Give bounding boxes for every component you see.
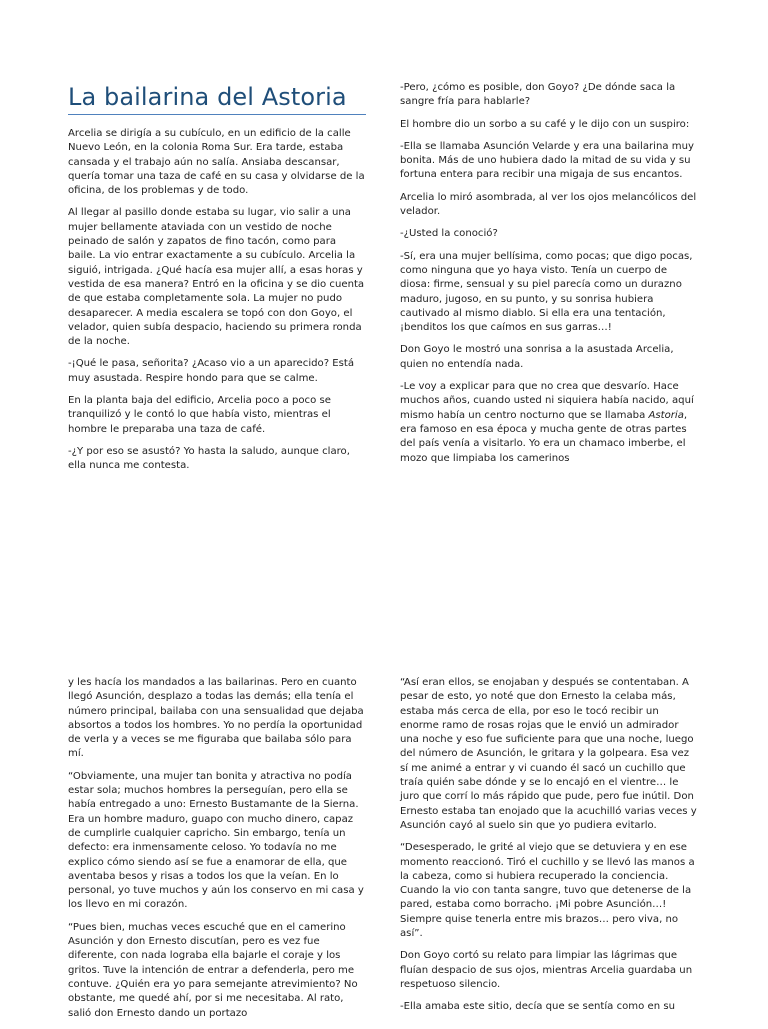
title-block: [68, 82, 366, 115]
paragraph: En la planta baja del edificio, Arcelia poco a poco se tranquilizó y le contó lo que había visto, mientras el hombre le preparaba una taza de café.: [68, 395, 331, 435]
paragraph: -¿Usted la conoció?: [400, 228, 498, 240]
column-top-right: [400, 81, 698, 474]
venue-name-italic: Astoria: [648, 409, 684, 421]
text-run: , era famoso en esa época y mucha gente de otras partes del país venía a visitarlo. Yo era un chamaco imberbe, el mozo que limpiaba los camerinos: [400, 409, 688, 464]
paragraph: El hombre dio un sorbo a su café y le dijo con un suspiro:: [400, 118, 690, 130]
paragraph: -Ella amaba este sitio, decía que se sentía como en su: [400, 1001, 675, 1013]
paragraph: -Pero, ¿cómo es posible, don Goyo? ¿De dónde saca la sangre fría para hablarle?: [400, 82, 676, 108]
paragraph: -Ella se llamaba Asunción Velarde y era una bailarina muy bonita. Más de uno hubiera dado la mitad de su vida y su fortuna entera para recibir una migaja de sus encantos.: [400, 140, 694, 181]
column-bottom-left: [68, 676, 366, 1029]
paragraph: “Así eran ellos, se enojaban y después se contentaban. A pesar de esto, yo noté que don Ernesto la celaba más, estaba más cerca de ella, por eso le tocó recibir un enorme ramo de rosas rojas que le envió un admirador una noche y eso fue suficiente para que una noche, luego del número de Asunción, le gritara y la golpeara. Esa vez sí me animé a entrar y vi cuando él sacó un cuchillo que traía quién sabe dónde y se lo encajó en el vientre… le juro que corrí lo más rápido que pude, pero fue inútil. Don Ernesto estaba tan enojado que la acuchilló varias veces y Asunción cayó al suelo sin que yo pudiera evitarlo.: [400, 677, 697, 831]
paragraph: -¡Qué le pasa, señorita? ¿Acaso vio a un aparecido? Está muy asustada. Respire hondo para que se calme.: [68, 358, 355, 384]
paragraph-astoria: [400, 380, 698, 466]
column-top-left: [68, 82, 366, 482]
paragraph: -Sí, era una mujer bellísima, como pocas; que digo pocas, como ninguna que yo haya visto. Tenía un cuerpo de diosa: firme, sensual y su piel parecía como un durazno maduro, jugoso, en su punto, y su sonrisa hubiera cautivado al mismo diablo. Si ella era una tentación, ¡benditos los que caímos en sus garras…!: [400, 250, 693, 334]
paragraph: Arcelia se dirigía a su cubículo, en un edificio de la calle Nuevo León, en la colonia Roma Sur. Era tarde, estaba cansada y el trabajo aún no salía. Ansiaba descansar, quería tomar una taza de café en su casa y olvidarse de la oficina, de los problemas y de todo.: [68, 128, 365, 197]
paragraph: y les hacía los mandados a las bailarinas. Pero en cuanto llegó Asunción, desplazo a todas las demás; ella tenía el número principal, bailaba con una sensualidad que dejaba absortos a todos los hombres. Yo no perdía la oportunidad de verla y a veces se me figuraba que bailaba sólo para mí.: [68, 677, 364, 760]
paragraph: Al llegar al pasillo donde estaba su lugar, vio salir a una mujer bellamente ataviada con un vestido de noche peinado de salón y zapatos de fino tacón, como para baile. La vio entrar exactamente a su cubículo. Arcelia la siguió, intrigada. ¿Qué hacía esa mujer allí, a esas horas y vestida de esa manera? Entró en la oficina y se dio cuenta de que estaba completamente sola. La mujer no pudo desaparecer. A media escalera se topó con don Goyo, el velador, quien subía despacio, haciendo su primera ronda de la noche.: [68, 207, 365, 348]
page-title: La bailarina del Astoria: [68, 82, 366, 115]
column-bottom-right: [400, 676, 698, 1023]
paragraph: “Desesperado, le grité al viejo que se detuviera y en ese momento reaccionó. Tiró el cuchillo y se llevó las manos a la cabeza, como si hubiera recuperado la conciencia. Cuando la vio con tanta sangre, tuvo que detenerse de la pared, estaba como borracho. ¡Mi pobre Asunción…! Siempre quise tenerla entre mis brazos… pero viva, no así”.: [400, 842, 695, 940]
text-run: -Le voy a explicar para que no crea que desvarío. Hace muchos años, cuando usted ni siquiera había nacido, aquí mismo había un centro nocturno que se llamaba: [400, 381, 694, 421]
paragraph: Don Goyo le mostró una sonrisa a la asustada Arcelia, quien no entendía nada.: [400, 344, 674, 370]
paragraph: Don Goyo cortó su relato para limpiar las lágrimas que fluían despacio de sus ojos, mientras Arcelia guardaba un respetuoso silencio.: [400, 950, 693, 990]
paragraph: “Obviamente, una mujer tan bonita y atractiva no podía estar sola; muchos hombres la perseguían, pero ella se había entregado a uno: Ernesto Bustamante de la Sierna. Era un hombre maduro, guapo con mucho dinero, capaz de cumplirle cualquier capricho. Sin embargo, tenía un defecto: era inmensamente celoso. Yo todavía no me explico cómo siendo así se fue a enamorar de ella, que aventaba besos y risas a todos los que la veían. En lo personal, yo tuve muchos y aún los conservo en mi casa y los llevo en mi corazón.: [68, 770, 364, 911]
paragraph: “Pues bien, muchas veces escuché que en el camerino Asunción y don Ernesto discutían, pero es vez fue diferente, con nada lograba ella bajarle el coraje y los gritos. Tuve la intención de entrar a defenderla, pero me contuve. ¿Quién era yo para semejante atrevimiento? No obstante, me quedé ahí, por si me necesitaba. Al rato, salió don Ernesto dando un portazo: [68, 921, 358, 1019]
paragraph: -¿Y por eso se asustó? Yo hasta la saludo, aunque claro, ella nunca me contesta.: [68, 445, 350, 472]
paragraph: Arcelia lo miró asombrada, al ver los ojos melancólicos del velador.: [400, 191, 697, 218]
